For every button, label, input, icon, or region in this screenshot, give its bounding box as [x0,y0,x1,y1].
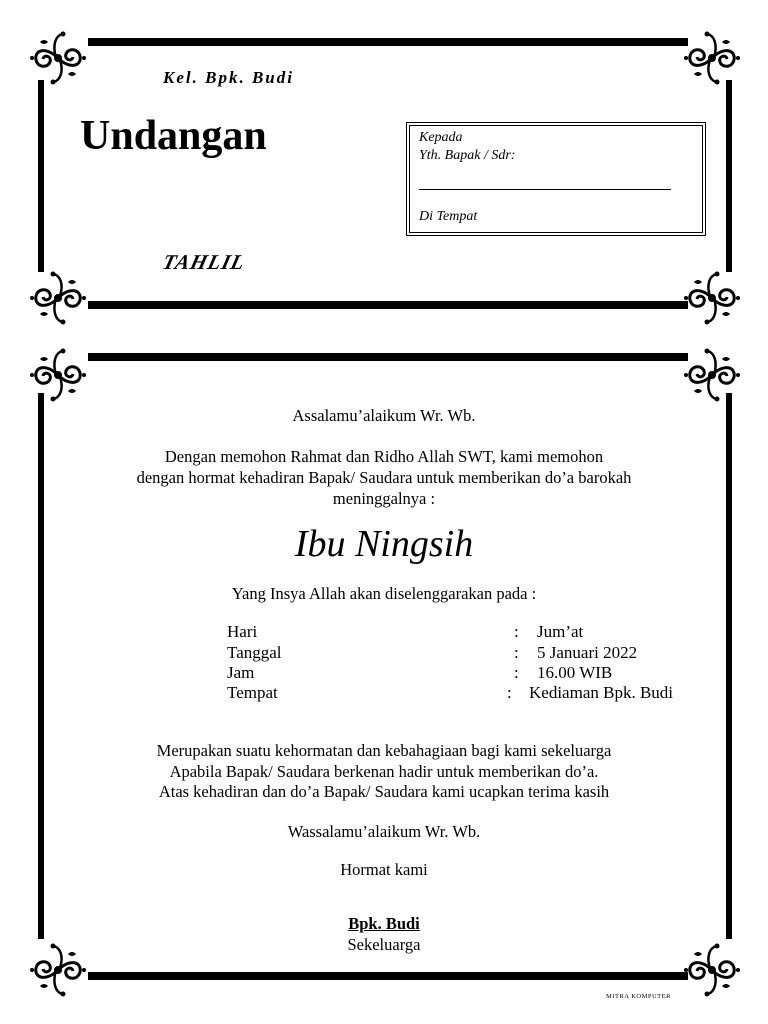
corner-ornament-icon [26,268,90,328]
deceased-name: Ibu Ningsih [294,523,474,565]
closing-line: Atas kehadiran dan do’a Bapak/ Saudara kami ucapkan terima kasih [158,782,610,801]
footer-credit: MITRA KOMPUTER [606,993,671,1000]
corner-ornament-icon [26,345,90,405]
family-name: Kel. Bpk. Budi [163,68,294,87]
detail-label-place: Tempat [227,683,278,702]
detail-separator: : [514,663,519,682]
corner-ornament-icon [26,28,90,88]
detail-separator: : [514,622,519,641]
intro-line: meninggalnya : [332,489,436,508]
recipient-line [419,189,671,190]
event-name: TAHLIL [160,250,248,274]
bottom-border [88,301,688,309]
detail-value-place: Kediaman Bpk. Budi [529,683,674,702]
corner-ornament-icon [680,268,744,328]
signatory [0,913,768,934]
invitation-letter [0,345,768,1005]
top-border [88,38,688,46]
detail-value-date: 5 Januari 2022 [537,643,638,662]
envelope-cover [0,0,768,330]
intro-line: dengan hormat kehadiran Bapak/ Saudara untuk memberikan do’a barokah [136,468,632,487]
address-box [406,122,706,236]
corner-ornament-icon [680,345,744,405]
schedule-intro: Yang Insya Allah akan diselenggarakan pada : [231,584,537,603]
address-to: Kepada [419,130,463,145]
closing-line: Merupakan suatu kehormatan dan kebahagiaan bagi kami sekeluarga [156,741,612,760]
right-border [726,80,732,272]
detail-label-time: Jam [227,663,255,682]
left-border [38,80,44,272]
closing-line: Apabila Bapak/ Saudara berkenan hadir untuk memberikan do’a. [169,762,599,781]
intro-line: Dengan memohon Rahmat dan Ridho Allah SWT, kami memohon [164,447,604,466]
farewell: Wassalamu’alaikum Wr. Wb. [287,822,481,841]
detail-label-date: Tanggal [227,643,282,662]
address-recipient: Yth. Bapak / Sdr: [419,148,516,163]
detail-label-day: Hari [227,622,258,641]
signatory-name: Bpk. Budi [348,914,420,933]
top-border [88,353,688,361]
address-place: Di Tempat [419,209,478,224]
detail-separator: : [507,683,512,702]
regards: Hormat kami [340,860,428,879]
signatory-sub: Sekeluarga [347,935,421,954]
invitation-title: Undangan [80,113,267,159]
corner-ornament-icon [680,28,744,88]
detail-separator: : [514,643,519,662]
bottom-border [88,972,688,980]
detail-value-time: 16.00 WIB [537,663,613,682]
greeting: Assalamu’alaikum Wr. Wb. [292,406,476,425]
detail-value-day: Jum’at [537,622,584,641]
